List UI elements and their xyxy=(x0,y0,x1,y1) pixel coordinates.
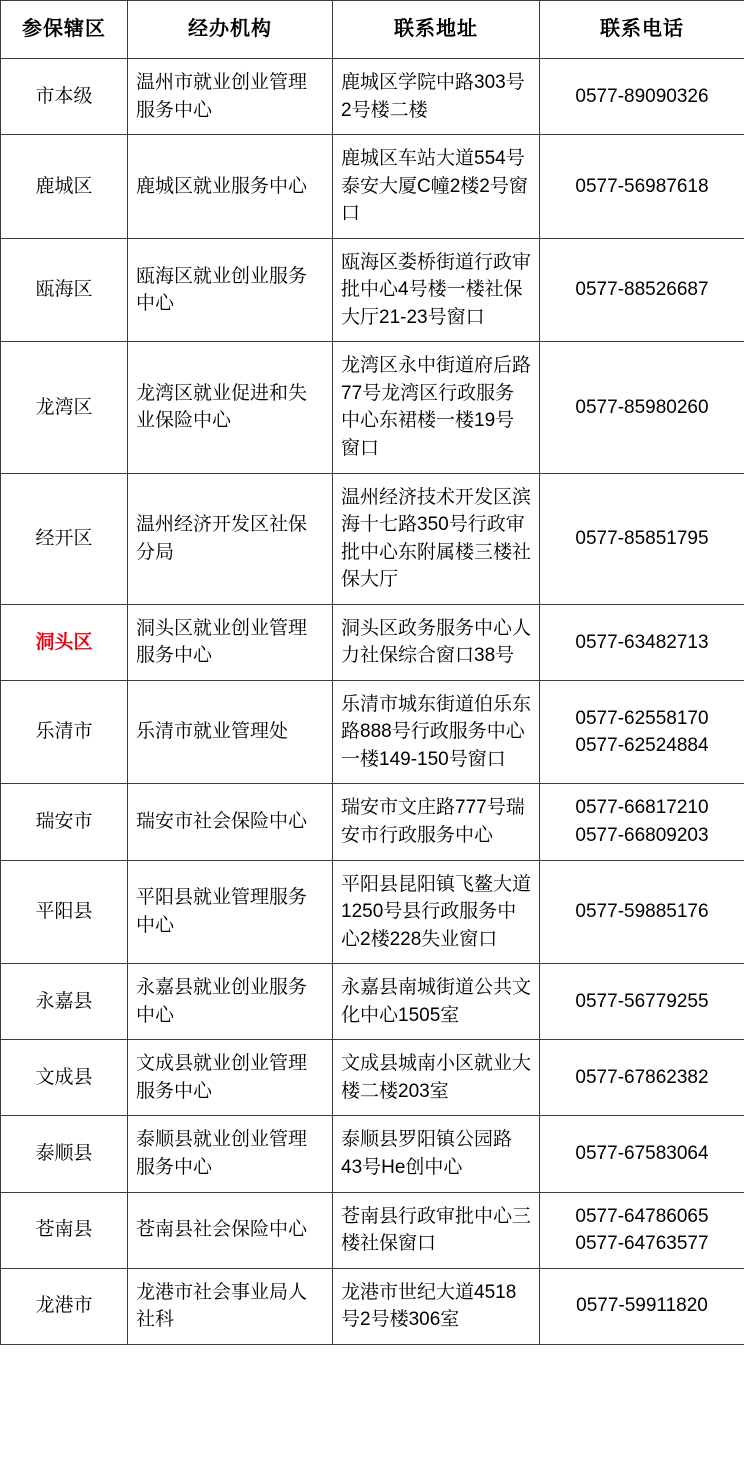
phone-number: 0577-67862382 xyxy=(575,1067,709,1089)
cell-address: 龙港市世纪大道4518号2号楼306室 xyxy=(333,1268,540,1344)
column-header-agency: 经办机构 xyxy=(128,1,333,59)
table-header xyxy=(1,1,744,59)
table-row xyxy=(1,342,744,473)
cell-address: 乐清市城东街道伯乐东路888号行政服务中心一楼149-150号窗口 xyxy=(333,680,540,784)
cell-agency: 温州经济开发区社保分局 xyxy=(128,473,333,604)
table-row xyxy=(1,1268,744,1344)
column-header-address: 联系地址 xyxy=(333,1,540,59)
cell-agency: 乐清市就业管理处 xyxy=(128,680,333,784)
column-header-district: 参保辖区 xyxy=(1,1,128,59)
cell-agency: 瑞安市社会保险中心 xyxy=(128,784,333,860)
cell-phone xyxy=(540,964,744,1040)
cell-phone xyxy=(540,604,744,680)
cell-district: 龙湾区 xyxy=(1,342,128,473)
cell-address: 龙湾区永中街道府后路77号龙湾区行政服务中心东裙楼一楼19号窗口 xyxy=(333,342,540,473)
cell-agency: 龙湾区就业促进和失业保险中心 xyxy=(128,342,333,473)
phone-number: 0577-64786065 xyxy=(575,1205,709,1227)
cell-agency: 鹿城区就业服务中心 xyxy=(128,135,333,239)
phone-number: 0577-63482713 xyxy=(575,631,709,653)
cell-agency: 泰顺县就业创业管理服务中心 xyxy=(128,1116,333,1192)
table-row xyxy=(1,964,744,1040)
cell-district: 平阳县 xyxy=(1,860,128,964)
cell-district: 瓯海区 xyxy=(1,238,128,342)
cell-address: 鹿城区学院中路303号2号楼二楼 xyxy=(333,59,540,135)
cell-phone xyxy=(540,238,744,342)
phone-number: 0577-62558170 xyxy=(575,707,709,729)
cell-agency: 温州市就业创业管理服务中心 xyxy=(128,59,333,135)
table-row xyxy=(1,1192,744,1268)
cell-phone xyxy=(540,860,744,964)
cell-agency: 平阳县就业管理服务中心 xyxy=(128,860,333,964)
table-row xyxy=(1,1116,744,1192)
cell-agency: 洞头区就业创业管理服务中心 xyxy=(128,604,333,680)
column-header-phone: 联系电话 xyxy=(540,1,744,59)
table-row xyxy=(1,238,744,342)
cell-address: 文成县城南小区就业大楼二楼203室 xyxy=(333,1040,540,1116)
cell-address: 洞头区政务服务中心人力社保综合窗口38号 xyxy=(333,604,540,680)
cell-phone xyxy=(540,135,744,239)
cell-address: 瑞安市文庄路777号瑞安市行政服务中心 xyxy=(333,784,540,860)
cell-phone xyxy=(540,784,744,860)
phone-number: 0577-66817210 xyxy=(575,797,709,819)
cell-district: 乐清市 xyxy=(1,680,128,784)
cell-district: 文成县 xyxy=(1,1040,128,1116)
table-row xyxy=(1,135,744,239)
cell-district: 经开区 xyxy=(1,473,128,604)
cell-address: 温州经济技术开发区滨海十七路350号行政审批中心东附属楼三楼社保大厅 xyxy=(333,473,540,604)
table-row xyxy=(1,59,744,135)
phone-number: 0577-59885176 xyxy=(575,901,709,923)
table-row xyxy=(1,473,744,604)
table-row xyxy=(1,680,744,784)
cell-agency: 永嘉县就业创业服务中心 xyxy=(128,964,333,1040)
phone-number: 0577-64763577 xyxy=(575,1233,709,1255)
phone-number: 0577-88526687 xyxy=(575,279,709,301)
cell-phone xyxy=(540,680,744,784)
cell-phone xyxy=(540,1116,744,1192)
table-row xyxy=(1,784,744,860)
cell-agency: 苍南县社会保险中心 xyxy=(128,1192,333,1268)
cell-address: 鹿城区车站大道554号泰安大厦C幢2楼2号窗口 xyxy=(333,135,540,239)
phone-number: 0577-66809203 xyxy=(575,825,709,847)
cell-district: 泰顺县 xyxy=(1,1116,128,1192)
cell-phone xyxy=(540,1192,744,1268)
cell-address: 平阳县昆阳镇飞鳌大道1250号县行政服务中心2楼228失业窗口 xyxy=(333,860,540,964)
phone-number: 0577-89090326 xyxy=(575,85,709,107)
phone-number: 0577-56987618 xyxy=(575,175,709,197)
table-header-row xyxy=(1,1,744,59)
cell-district: 永嘉县 xyxy=(1,964,128,1040)
cell-address: 苍南县行政审批中心三楼社保窗口 xyxy=(333,1192,540,1268)
cell-district: 洞头区 xyxy=(1,604,128,680)
cell-phone xyxy=(540,59,744,135)
phone-number: 0577-59911820 xyxy=(576,1295,708,1317)
phone-number: 0577-56779255 xyxy=(575,990,709,1012)
cell-phone xyxy=(540,1268,744,1344)
phone-number: 0577-62524884 xyxy=(575,735,709,757)
table-row xyxy=(1,604,744,680)
cell-phone xyxy=(540,473,744,604)
cell-district: 苍南县 xyxy=(1,1192,128,1268)
cell-district: 瑞安市 xyxy=(1,784,128,860)
cell-district: 龙港市 xyxy=(1,1268,128,1344)
cell-address: 瓯海区娄桥街道行政审批中心4号楼一楼社保大厅21-23号窗口 xyxy=(333,238,540,342)
cell-agency: 龙港市社会事业局人社科 xyxy=(128,1268,333,1344)
cell-agency: 文成县就业创业管理服务中心 xyxy=(128,1040,333,1116)
phone-number: 0577-85980260 xyxy=(575,396,709,418)
table-body xyxy=(1,59,744,1345)
table-row xyxy=(1,1040,744,1116)
cell-phone xyxy=(540,1040,744,1116)
table-row xyxy=(1,860,744,964)
cell-phone xyxy=(540,342,744,473)
cell-address: 泰顺县罗阳镇公园路43号He创中心 xyxy=(333,1116,540,1192)
phone-number: 0577-85851795 xyxy=(575,527,709,549)
cell-agency: 瓯海区就业创业服务中心 xyxy=(128,238,333,342)
cell-address: 永嘉县南城街道公共文化中心1505室 xyxy=(333,964,540,1040)
phone-number: 0577-67583064 xyxy=(575,1143,709,1165)
cell-district: 市本级 xyxy=(1,59,128,135)
cell-district: 鹿城区 xyxy=(1,135,128,239)
